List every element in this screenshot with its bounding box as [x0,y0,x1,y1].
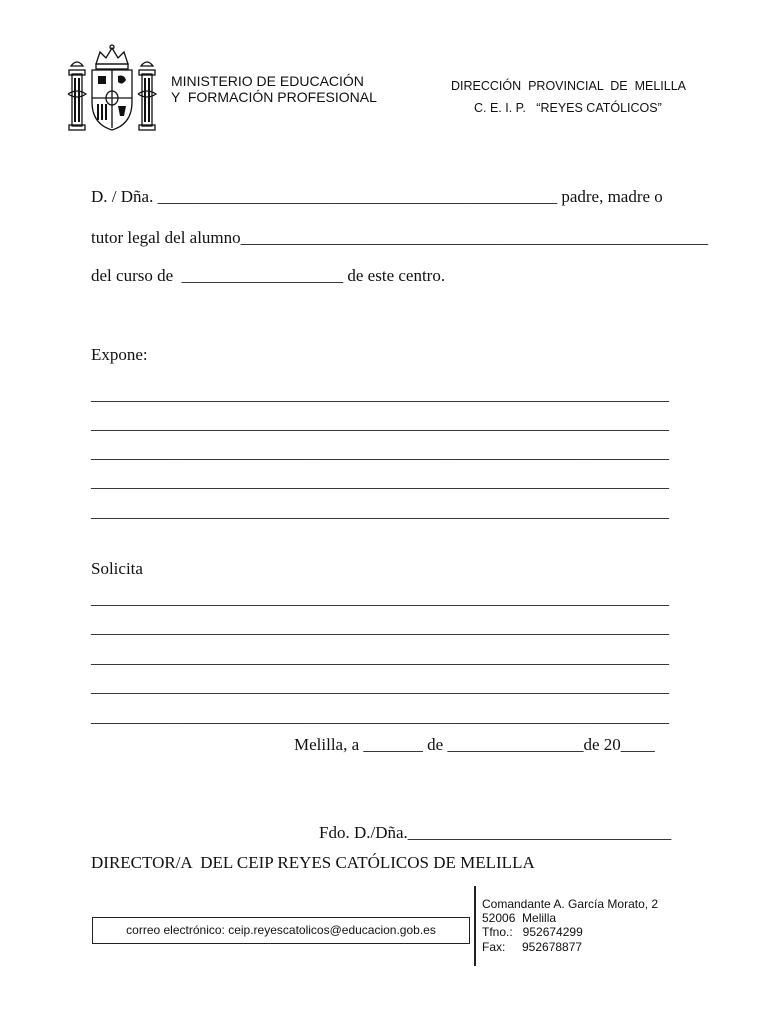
course-label: del curso de [91,266,182,285]
solicita-line[interactable]: ____________________________________________________________________ [91,677,669,696]
ministry-line-2: Y FORMACIÓN PROFESIONAL [171,89,377,105]
applicant-name-field[interactable]: _______________________________________________ [157,187,558,206]
course-suffix-text: de este centro. [343,266,446,285]
expone-heading: Expone: [91,345,148,364]
expone-line[interactable]: ____________________________________________________________________ [91,443,669,462]
solicita-line[interactable]: ____________________________________________________________________ [91,618,669,637]
applicant-name-label: D. / Dña. [91,187,158,206]
solicita-line[interactable]: ____________________________________________________________________ [91,707,669,726]
footer-divider [474,886,476,966]
student-name-field[interactable]: _______________________________________________________ [240,228,709,247]
date-line[interactable]: Melilla, a _______ de ________________de 20____ [294,735,655,754]
school-name: C. E. I. P. “REYES CATÓLICOS” [474,101,662,115]
course-line [91,266,445,286]
solicita-line[interactable]: ____________________________________________________________________ [91,648,669,667]
student-name-label: tutor legal del alumno [91,228,241,247]
solicita-heading: Solicita [91,559,143,578]
expone-line[interactable]: ____________________________________________________________________ [91,414,669,433]
fax-number: Fax: 952678877 [482,940,583,954]
ministry-line-1: MINISTERIO DE EDUCACIÓN [171,73,364,89]
solicita-line[interactable]: ____________________________________________________________________ [91,589,669,608]
expone-line[interactable]: ____________________________________________________________________ [91,385,669,404]
signature-line[interactable]: Fdo. D./Dña._______________________________ [319,823,672,842]
recipient-heading: DIRECTOR/A DEL CEIP REYES CATÓLICOS DE MELILLA [91,853,535,872]
applicant-role-text: padre, madre o [557,187,663,206]
email-text: correo electrónico: ceip.reyescatolicos@educacion.gob.es [126,923,436,937]
coat-of-arms-logo [66,44,158,132]
course-field[interactable]: ___________________ [181,266,344,285]
student-name-line [91,228,708,248]
email-box [92,917,470,944]
expone-line[interactable]: ____________________________________________________________________ [91,502,669,521]
address-line-1: Comandante A. García Morato, 2 [482,897,659,911]
address-line-2: 52006 Melilla [482,911,557,925]
phone-number: Tfno.: 952674299 [482,925,583,939]
expone-line[interactable]: ____________________________________________________________________ [91,472,669,491]
provincial-direction: DIRECCIÓN PROVINCIAL DE MELILLA [451,79,687,93]
applicant-name-line [91,187,663,207]
